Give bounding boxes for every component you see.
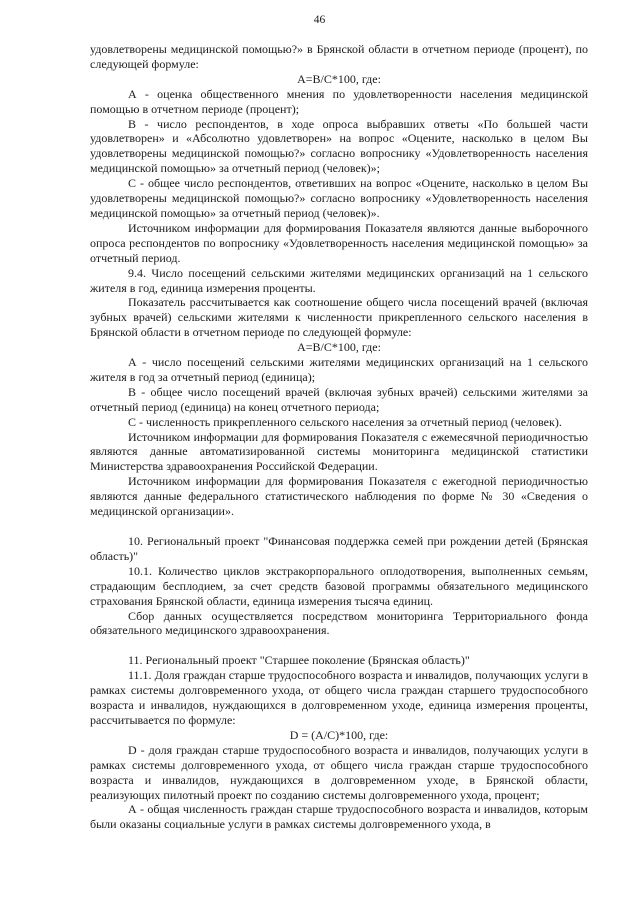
page-number: 46 [313,14,326,26]
definition-b: В - число респондентов, в ходе опроса выбравших ответы «По большей части удовлетворен» и «Абсолютно удовлетворен» на вопрос «Оцените, насколько в целом Вы удовлетворены медицинской помощью?» согласно вопроснику «Удовлетворенность населения медицинской помощью» за отчетный период (человек)»; [90,116,588,176]
document-body [90,42,588,832]
definition-c: С - общее число респондентов, ответивших на вопрос «Оцените, насколько в целом Вы удовлетворены медицинской помощью?» согласно вопроснику «Удовлетворенность населения медицинской помощью» за отчетный период (человек)». [90,176,588,220]
formula-a-b-c: А=В/С*100, где: [297,71,381,86]
definition-a-2: А - число посещений сельскими жителями медицинских организаций на 1 сельского жителя в год за отчетный период (единица); [90,355,588,384]
definition-b-2: В - общее число посещений врачей (включая зубных врачей) сельскими жителями за отчетный период (единица) на конец отчетного периода; [90,384,588,414]
paragraph-satisfaction-formula-intro: удовлетворены медицинской помощью?» в Брянской области в отчетном периоде (процент), по следующей формуле: [90,42,588,71]
section-10-1: 10.1. Количество циклов экстракорпорального оплодотворения, выполненных семьям, страдающим бесплодием, за счет средств базовой программы обязательного медицинского страхования Брянской области, единица измерения тысяча единиц. [90,563,588,608]
formula-a-b-c-2: А=В/С*100, где: [297,340,381,355]
definition-a-3: А - общая численность граждан старше трудоспособного возраста и инвалидов, которым были оказаны социальные услуги в рамках системы долговременного ухода, в [90,802,588,832]
formula-d-a-c: D = (A/C)*100, где: [289,727,389,742]
definition-a: А - оценка общественного мнения по удовлетворенности населения медицинской помощью в отчетном периоде (процент); [90,86,588,116]
section-11-1: 11.1. Доля граждан старше трудоспособного возраста и инвалидов, получающих услуги в рамках системы долговременного ухода, от общего числа граждан старшего трудоспособного возраста и инвалидов, нуждающихся в долговременном уходе, единица измерения проценты, рассчитывается по формуле: [90,668,588,727]
section-10-heading: 10. Региональный проект "Финансовая поддержка семей при рождении детей (Брянская область)" [90,534,588,563]
paragraph-yearly-source: Источником информации для формирования Показателя с ежегодной периодичностью являются данные федерального статистического наблюдения по форме № 30 «Сведения о медицинской организации». [90,474,588,519]
paragraph-monthly-source: Источником информации для формирования Показателя с ежемесячной периодичностью являются данные автоматизированной системы мониторинга медицинской статистики Министерства здравоохранения Российской Федерации. [90,429,588,474]
definition-d: D - доля граждан старше трудоспособного возраста и инвалидов, получающих услуги в рамках системы долговременного ухода, от общего числа граждан старше трудоспособного возраста и инвалидов, нуждающихся в долговременном уходе, в Брянской области, реализующих пилотный проект по созданию системы долговременного ухода, процент; [90,742,588,802]
section-11-heading: 11. Региональный проект "Старшее поколение (Брянская область)" [128,653,470,668]
paragraph-calculation: Показатель рассчитывается как соотношение общего числа посещений врачей (включая зубных врачей) сельскими жителями к численности прикрепленного сельского населения в Брянской области в отчетном периоде по следующей формуле: [90,295,588,340]
section-9-4-heading: 9.4. Число посещений сельскими жителями медицинских организаций на 1 сельского жителя в год, единица измерения проценты. [90,265,588,295]
paragraph-data-source: Источником информации для формирования Показателя являются данные выборочного опроса респондентов по вопроснику «Удовлетворенность населения медицинской помощью» за отчетный период. [90,220,588,265]
paragraph-data-collection: Сбор данных осуществляется посредством мониторинга Территориального фонда обязательного медицинского здравоохранения. [90,608,588,638]
definition-c-2: С - численность прикрепленного сельского населения за отчетный период (человек). [128,414,562,429]
